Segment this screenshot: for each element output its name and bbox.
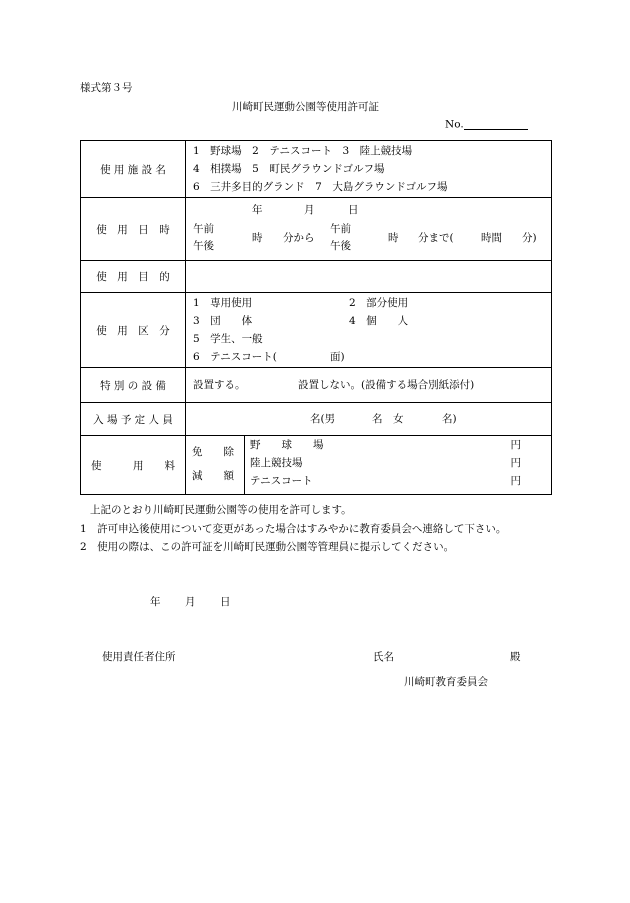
- fee-item-tennis: テニスコート: [250, 475, 313, 487]
- date-pm-2: 午後: [330, 240, 351, 252]
- to-minute: 分まで(: [418, 232, 454, 244]
- responsible-address-label: 使用責任者住所: [102, 651, 176, 663]
- equipment-yes[interactable]: 設置する。: [193, 379, 246, 391]
- row-facility: [81, 141, 552, 198]
- fee-unit-tennis: 円: [510, 475, 521, 487]
- equipment-cell: [186, 368, 552, 403]
- attendance-male: 名 女: [372, 413, 404, 425]
- category-option-6[interactable]: 6 テニスコート(: [193, 351, 277, 363]
- row-equipment: [81, 368, 552, 403]
- category-option-1[interactable]: 1 専用使用: [193, 297, 253, 309]
- equipment-label: 特 別 の 設 備: [81, 368, 186, 403]
- category-option-2[interactable]: 2 部分使用: [349, 297, 409, 309]
- facility-cell: [186, 141, 552, 198]
- equipment-no[interactable]: 設置しない。(設備する場合別紙添付): [298, 379, 475, 391]
- date-year: 年: [252, 204, 263, 216]
- category-label: 使 用 区 分: [81, 293, 186, 368]
- facility-line-1: 1 野球場 2 テニスコート 3 陸上競技場: [193, 145, 413, 157]
- row-purpose: [81, 261, 552, 293]
- date-am: 午前: [193, 223, 214, 235]
- fee-discount-cell: [186, 436, 245, 495]
- issue-day: 日: [220, 596, 231, 608]
- category-option-5[interactable]: 5 学生、一般: [193, 333, 263, 345]
- serial-number-field[interactable]: [464, 119, 528, 130]
- note-2: 2 使用の際は、この許可証を川崎町民運動公園等管理員に提示してください。: [80, 541, 455, 553]
- date-month: 月: [304, 204, 315, 216]
- fee-label: 使 用 料: [81, 436, 186, 495]
- facility-line-3: 6 三井多目的グランド 7 大島グラウンドゴルフ場: [193, 181, 448, 193]
- page-title: 川崎町民運動公園等使用許可証: [232, 101, 379, 113]
- issue-month: 月: [185, 596, 196, 608]
- fee-item-baseball: 野 球 場: [250, 439, 324, 451]
- row-date: [81, 198, 552, 261]
- fee-items-cell: [245, 436, 552, 495]
- attendance-label: 入 場 予 定 人 員: [81, 403, 186, 436]
- to-hour: 時: [388, 232, 399, 244]
- attendance-cell[interactable]: [186, 403, 552, 436]
- from-hour: 時: [252, 232, 263, 244]
- facility-label: 使 用 施 設 名: [81, 141, 186, 198]
- category-option-6-courts: 面): [330, 351, 345, 363]
- date-pm: 午後: [193, 240, 214, 252]
- fee-reduced[interactable]: 減 額: [192, 470, 234, 482]
- duration-hours: 時間: [481, 232, 502, 244]
- row-attendance: [81, 403, 552, 436]
- date-label: 使 用 日 時: [81, 198, 186, 261]
- duration-minutes: 分): [522, 232, 537, 244]
- issue-year: 年: [150, 596, 161, 608]
- fee-unit-baseball: 円: [510, 439, 521, 451]
- date-cell[interactable]: [186, 198, 552, 261]
- facility-line-2: 4 相撲場 5 町民グラウンドゴルフ場: [193, 163, 385, 175]
- row-fee: [81, 436, 552, 495]
- permit-form-table: [80, 140, 552, 495]
- issuer: 川崎町教育委員会: [404, 676, 488, 688]
- fee-unit-track: 円: [510, 457, 521, 469]
- serial-number-label: No.: [445, 118, 464, 131]
- attendance-total: 名(男: [310, 413, 336, 425]
- category-option-4[interactable]: 4 個 人: [349, 315, 409, 327]
- date-day: 日: [348, 204, 359, 216]
- attendance-female: 名): [442, 413, 457, 425]
- note-1: 1 許可申込後使用について変更があった場合はすみやかに教育委員会へ連絡して下さい。: [80, 523, 507, 535]
- serial-number: [445, 119, 528, 130]
- category-option-3[interactable]: 3 団 体: [193, 315, 253, 327]
- purpose-label: 使 用 目 的: [81, 261, 186, 293]
- row-category: [81, 293, 552, 368]
- purpose-field[interactable]: [186, 261, 552, 293]
- name-label: 氏名: [373, 651, 394, 663]
- honorific: 殿: [510, 651, 521, 663]
- fee-item-track: 陸上競技場: [250, 457, 303, 469]
- permit-statement: 上記のとおり川崎町民運動公園等の使用を許可します。: [90, 504, 352, 516]
- date-am-2: 午前: [330, 223, 351, 235]
- form-number: 様式第３号: [80, 82, 133, 94]
- fee-exempt[interactable]: 免 除: [192, 446, 234, 458]
- from-minute: 分から: [283, 232, 315, 244]
- category-cell: [186, 293, 552, 368]
